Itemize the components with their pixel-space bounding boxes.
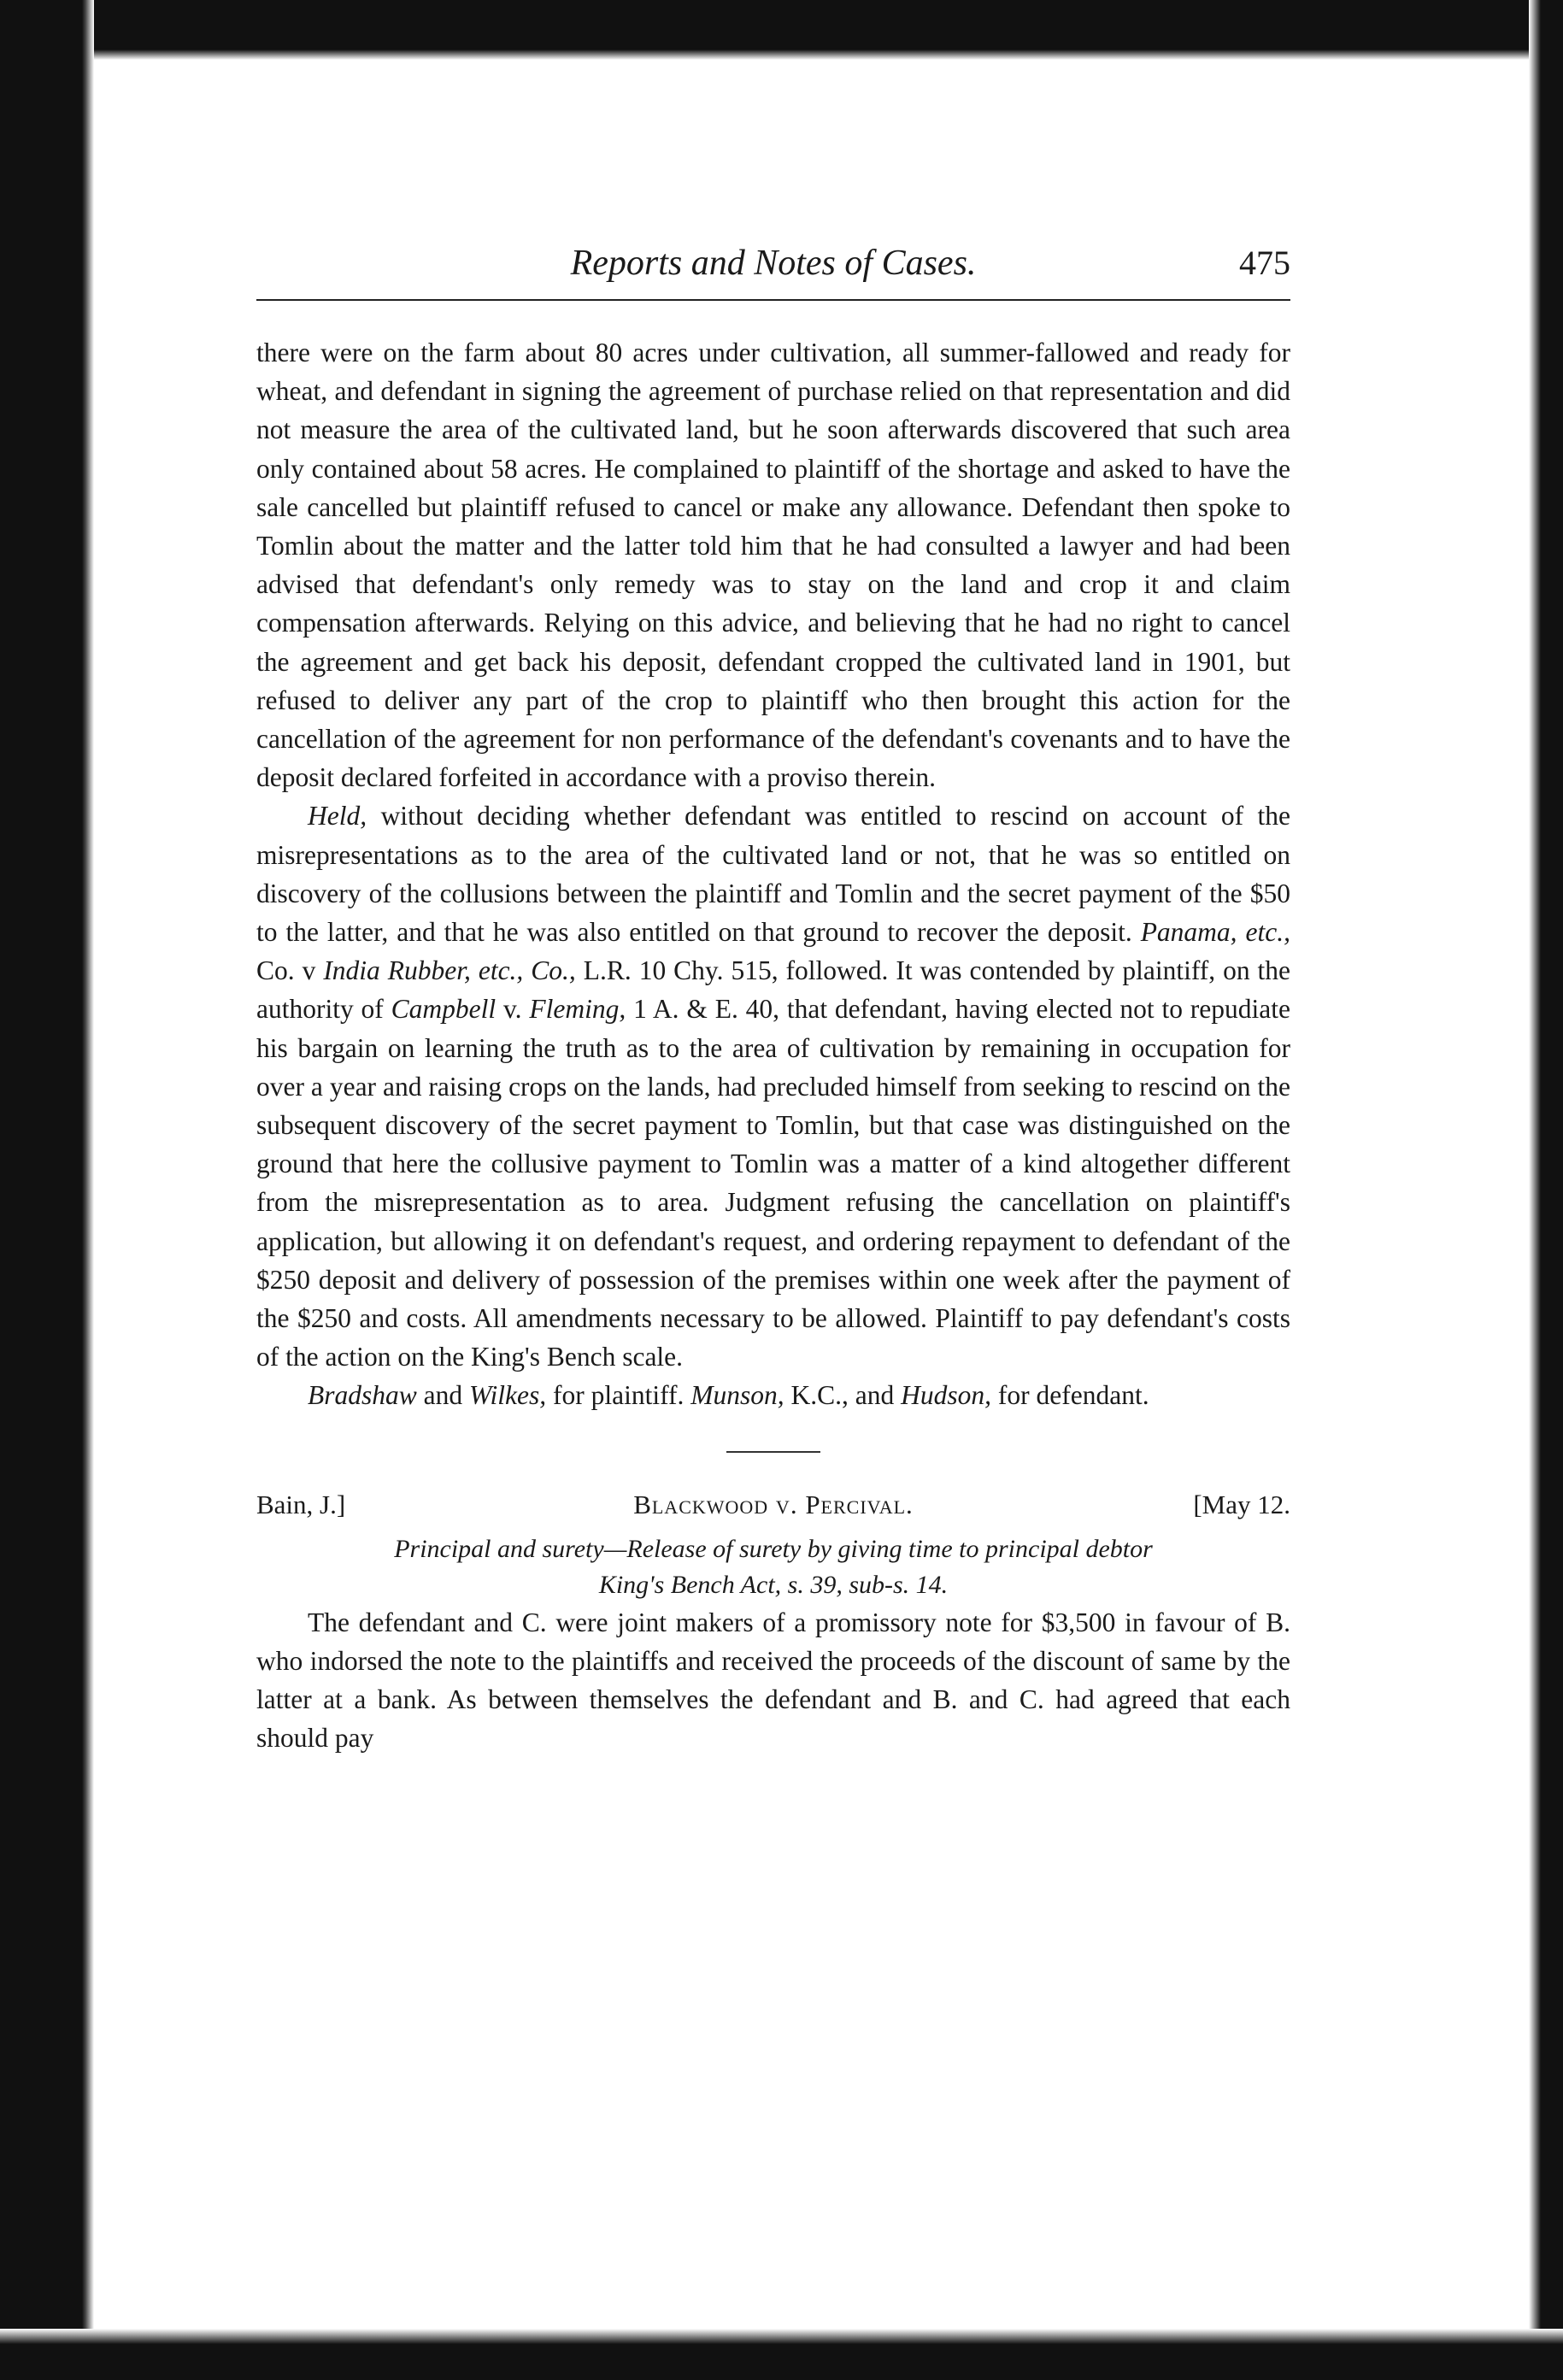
held-text: Co. v [256,955,324,986]
case-heading [256,1485,1290,1525]
case-title: Blackwood v. Percival. [633,1489,914,1519]
paragraph: there were on the farm about 80 acres under cultivation, all summer-fallowed and ready for wheat, and defendant in signing the agreement of purchase relied on that representation and did not measure the area of the cultivated land, but he soon afterwards discovered that such area only contained about 58 acres. He complained to plaintiff of the shortage and asked to have the sale cancelled but plaintiff refused to cancel or make any allowance. Defendant then spoke to Tomlin about the matter and the latter told him that he had consulted a lawyer and had been advised that defendant's only remedy was to stay on the land and crop it and claim compensation afterwards. Relying on this advice, and believing that he had no right to cancel the agreement and get back his deposit, defendant cropped the cultivated land in 1901, but refused to deliver any part of the crop to plaintiff who then brought this action for the cancellation of the agreement for non performance of the defendant's covenants and to have the deposit declared forfeited in accordance with a proviso therein. [256,338,1290,793]
scan-border-top [0,0,1563,60]
held-text: v. [496,994,530,1025]
held-text: L.R. 10 Chy. 515, followed. It was contended by plaintiff, on the authority of [256,955,1291,1025]
counsel-name: Munson, [690,1380,784,1411]
body-text [256,333,1290,1758]
counsel-name: Hudson, [901,1380,992,1411]
counsel-name: Wilkes, [469,1380,547,1411]
case-citation: Campbell [391,994,497,1025]
counsel-text: and [416,1380,470,1411]
running-head [256,239,1290,299]
scan-border-bottom [0,2329,1563,2380]
case-citation: India Rubber, etc., [323,955,524,986]
case-body: The defendant and C. were joint makers of a promissory note for $3,500 in favour of B. who indorsed the note to the plaintiffs and received the proceeds of the discount of same by the latter at a bank. As between themselves the defendant and B. and C. had agreed that each should pay [256,1607,1290,1754]
counsel-text: for defendant. [991,1380,1149,1411]
held-paragraph [256,796,1290,1376]
page-number: 475 [1239,244,1290,282]
scan-border-left [0,0,94,2380]
held-text: without deciding whether defendant was entitled to rescind on account of the misrepresentations as to the area of the cultivated land or not, that he was so entitled on discovery of the collusions between the plaintiff and Tomlin and the secret payment of the $50 to the latter, and that he was also entitled on that ground to recover the deposit. [256,801,1290,948]
counsel-paragraph [256,1376,1290,1414]
counsel-name: Bradshaw [308,1380,417,1411]
counsel-text: K.C., and [784,1380,902,1411]
running-head-title: Reports and Notes of Cases. [570,244,977,283]
header-rule [256,299,1290,301]
headnote-line: Principal and surety—Release of surety by giving time to principal debtor [394,1534,1153,1563]
section-divider [726,1451,820,1453]
held-lead: Held, [308,801,367,832]
case-citation: Co., [531,955,576,986]
headnote-line: King's Bench Act, s. 39, sub-s. 14. [598,1570,949,1599]
held-text: 1 A. & E. 40, that defendant, having elected not to repudiate his bargain on learning the truth as to the area of cultivation by remaining in occupation for over a year and raising crops on the lands, had precluded himself from seeking to rescind on the subsequent discovery of the secret payment to Tomlin, but that case was distinguished on the ground that here the collusive payment to Tomlin was a matter of a kind altogether different from the misrepresentation as to area. Judgment refusing the cancellation on plaintiff's application, but allowing it on defendant's request, and ordering repayment to defendant of the $250 deposit and delivery of possession of the premises within one week after the payment of the $250 and costs. All amendments necessary to be allowed. Plaintiff to pay defendant's costs of the action on the King's Bench scale. [256,994,1290,1372]
case-citation: Panama, etc., [1140,917,1290,948]
counsel-text: for plaintiff. [546,1380,691,1411]
case-date: [May 12. [1193,1489,1290,1519]
scan-border-right [1529,0,1563,2380]
case-headnote [256,1531,1290,1603]
case-judge: Bain, J.] [256,1489,346,1519]
page [256,239,1290,1758]
held-text [523,955,531,985]
case-citation: Fleming, [529,994,626,1025]
